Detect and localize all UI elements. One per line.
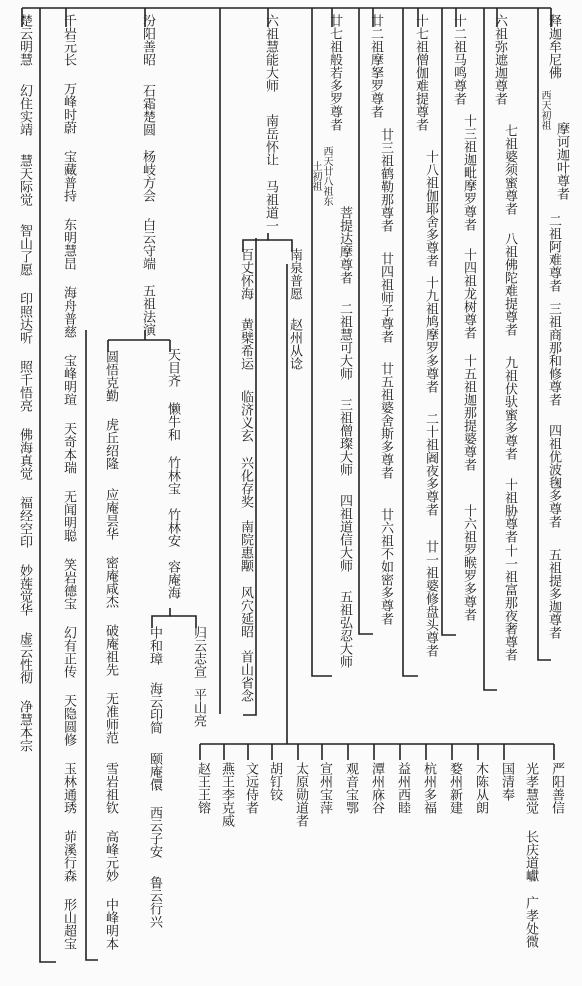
ancestor-entry <box>541 214 561 292</box>
ancestor-entry <box>497 478 517 543</box>
ancestor-name: 文远侍者 <box>243 762 258 814</box>
ancestor-name: 虎丘绍隆 <box>103 418 118 470</box>
ancestor-entry <box>12 154 32 206</box>
ancestor-name: 临济义玄 <box>238 390 253 442</box>
ancestor-name: 观音宝鄂 <box>343 762 358 814</box>
ancestor-name: 九祖伏驮蜜多尊者 <box>502 356 517 460</box>
ancestor-name: 严阳善信 <box>549 762 564 814</box>
ancestor-entry <box>142 682 162 734</box>
ancestor-name: 马祖道一 <box>263 180 278 232</box>
ancestor-entry <box>332 302 352 380</box>
ancestor-entry <box>282 248 302 300</box>
ancestor-entry <box>56 626 76 678</box>
ancestor-entry <box>56 82 76 134</box>
ancestor-entry <box>12 224 32 276</box>
ancestor-name: 廿四祖师子尊者 <box>378 252 393 343</box>
ancestor-entry <box>549 122 569 200</box>
ancestor-entry <box>238 762 258 814</box>
ancestor-name: 南岳怀让 <box>263 114 278 166</box>
ancestor-name: 容庵海 <box>165 560 180 599</box>
ancestor-name: 竹林宝 <box>165 456 180 495</box>
ancestor-name: 十八祖伽耶舍多尊者 <box>423 150 438 267</box>
ancestor-entry <box>258 114 278 166</box>
ancestor-note <box>536 90 550 130</box>
ancestor-entry <box>322 14 342 131</box>
ancestor-name: 潭州庥谷 <box>369 762 384 814</box>
ancestor-entry <box>332 206 352 284</box>
ancestor-entry <box>233 390 253 442</box>
ancestor-name: 照千悟亮 <box>17 360 32 412</box>
ancestor-entry <box>98 418 118 470</box>
ancestor-name: 释迦牟尼佛 <box>546 14 561 79</box>
ancestor-entry <box>282 318 302 370</box>
ancestor-name: 十六祖罗睺罗多尊者 <box>461 504 476 621</box>
ancestor-name: 净慧本宗 <box>17 700 32 752</box>
note-text: 西天廿八祖东土初祖 <box>310 146 332 206</box>
ancestor-name: 二祖慧可大师 <box>337 302 352 380</box>
ancestor-entry <box>56 490 76 542</box>
ancestor-entry <box>544 762 564 814</box>
ancestor-name: 杨岐方会 <box>140 150 155 202</box>
ancestor-name: 燕王李克威 <box>219 762 234 827</box>
ancestor-entry <box>418 412 438 516</box>
ancestor-entry <box>312 762 332 814</box>
ancestor-entry <box>56 762 76 814</box>
ancestor-entry <box>456 504 476 621</box>
ancestor-name: 百丈怀海 <box>238 248 253 300</box>
ancestor-entry <box>186 688 206 727</box>
ancestor-name: 五祖提多迦尊者 <box>546 548 561 639</box>
ancestor-entry <box>332 398 352 476</box>
ancestor-name: 四祖道信大师 <box>337 494 352 572</box>
ancestor-entry <box>56 354 76 406</box>
ancestor-name: 广孝处微 <box>523 896 538 948</box>
ancestor-name: 风穴延昭 <box>238 586 253 638</box>
ancestor-name: 白云守端 <box>140 218 155 270</box>
ancestor-name: 竹林安 <box>165 508 180 547</box>
ancestor-entry <box>56 14 76 66</box>
ancestor-entry <box>142 752 162 791</box>
ancestor-entry <box>56 218 76 270</box>
ancestor-name: 婺州新建 <box>447 762 462 814</box>
ancestor-entry <box>518 762 538 814</box>
ancestor-entry <box>98 762 118 814</box>
ancestor-entry <box>364 762 384 814</box>
ancestor-name: 十九祖鸠摩罗多尊者 <box>423 276 438 393</box>
ancestor-entry <box>98 488 118 540</box>
ancestor-entry <box>442 762 462 814</box>
ancestor-entry <box>56 898 76 950</box>
lineage-column-1 <box>541 14 561 79</box>
ancestor-name: 太原勋道者 <box>293 762 308 827</box>
ancestor-name: 笑岩德宝 <box>61 558 76 610</box>
ancestor-entry <box>160 348 180 387</box>
ancestor-name: 首山省念 <box>238 650 253 702</box>
ancestor-entry <box>233 650 253 702</box>
ancestor-name: 密庵咸杰 <box>103 556 118 608</box>
ancestor-name: 十祖胁尊者 <box>502 478 517 543</box>
ancestor-name: 高峰元妙 <box>103 830 118 882</box>
ancestor-name: 七祖婆须蜜尊者 <box>502 124 517 215</box>
ancestor-name: 十五祖迦那提婆尊者 <box>461 354 476 471</box>
ancestor-entry <box>258 14 278 92</box>
ancestor-name: 福经空印 <box>17 496 32 548</box>
ancestor-name: 茆溪行森 <box>61 830 76 882</box>
ancestor-name: 海舟普慈 <box>61 286 76 338</box>
ancestor-name: 赵州从谂 <box>287 318 302 370</box>
ancestor-name: 廿六祖不如密多尊者 <box>378 508 393 625</box>
ancestor-entry <box>233 456 253 508</box>
ancestor-name: 形山超宝 <box>61 898 76 950</box>
ancestor-entry <box>373 128 393 232</box>
ancestor-entry <box>233 586 253 638</box>
ancestor-name: 万峰时蔚 <box>61 82 76 134</box>
ancestor-entry <box>56 694 76 746</box>
ancestor-name: 四祖优波毱多尊者 <box>546 424 561 528</box>
ancestor-entry <box>338 762 358 814</box>
ancestor-note <box>310 146 332 206</box>
ancestor-entry <box>456 114 476 231</box>
ancestor-name: 黄檗希运 <box>238 318 253 370</box>
ancestor-entry <box>416 762 436 814</box>
ancestor-entry <box>408 14 428 131</box>
ancestor-name: 胡钉铰 <box>267 762 282 801</box>
ancestor-name: 十四祖龙树尊者 <box>461 248 476 339</box>
ancestor-name: 宝峰明瑄 <box>61 354 76 406</box>
ancestor-name: 木陈从朗 <box>473 762 488 814</box>
ancestor-entry <box>541 424 561 528</box>
ancestor-name: 应庵昙华 <box>103 488 118 540</box>
ancestor-name: 摩诃迦叶尊者 <box>554 122 569 200</box>
note-text: 西天初祖 <box>539 90 550 130</box>
ancestor-entry <box>135 150 155 202</box>
ancestor-entry <box>160 508 180 547</box>
ancestor-name: 雪岩祖钦 <box>103 762 118 814</box>
ancestor-name: 五祖弘忍大师 <box>337 590 352 668</box>
ancestor-entry <box>142 626 162 665</box>
ancestor-name: 虚云性彻 <box>17 632 32 684</box>
ancestor-name: 廿三祖鹤勒那尊者 <box>378 128 393 232</box>
ancestor-name: 南泉普愿 <box>287 248 302 300</box>
ancestor-name: 十七祖僧伽难提尊者 <box>413 14 428 131</box>
ancestor-entry <box>233 318 253 370</box>
ancestor-name: 中峰明本 <box>103 898 118 950</box>
ancestor-entry <box>142 806 162 858</box>
ancestor-entry <box>56 286 76 338</box>
ancestor-entry <box>12 84 32 136</box>
ancestor-entry <box>98 350 118 402</box>
ancestor-entry <box>135 14 155 66</box>
ancestor-name: 无闻明聪 <box>61 490 76 542</box>
ancestor-entry <box>160 456 180 495</box>
ancestor-name: 三祖僧璨大师 <box>337 398 352 476</box>
ancestor-name: 千岩元长 <box>61 14 76 66</box>
ancestor-entry <box>390 762 410 814</box>
ancestor-entry <box>497 544 517 661</box>
ancestor-entry <box>12 360 32 412</box>
ancestor-name: 菩提达摩尊者 <box>337 206 352 284</box>
ancestor-name: 平山亮 <box>191 688 206 727</box>
ancestor-entry <box>487 14 507 105</box>
ancestor-name: 二十祖阇夜多尊者 <box>423 412 438 516</box>
ancestor-name: 幻有正传 <box>61 626 76 678</box>
ancestor-entry <box>494 762 514 801</box>
ancestor-name: 天目齐 <box>165 348 180 387</box>
ancestor-name: 玉林通琇 <box>61 762 76 814</box>
ancestor-name: 光孝慧觉 <box>523 762 538 814</box>
ancestor-entry <box>446 14 466 105</box>
ancestor-entry <box>456 354 476 471</box>
ancestor-name: 天奇本瑞 <box>61 422 76 474</box>
ancestor-name: 归云志宣 <box>191 626 206 678</box>
ancestor-entry <box>497 356 517 460</box>
ancestor-name: 印照达听 <box>17 292 32 344</box>
ancestor-entry <box>332 494 352 572</box>
ancestor-entry <box>135 84 155 136</box>
ancestor-name: 五祖法演 <box>140 284 155 336</box>
ancestor-entry <box>98 898 118 950</box>
ancestor-name: 宝藏普持 <box>61 150 76 202</box>
ancestor-name: 廿七祖般若多罗尊者 <box>327 14 342 131</box>
ancestor-entry <box>233 520 253 572</box>
ancestor-entry <box>497 124 517 215</box>
ancestor-entry <box>373 508 393 625</box>
ancestor-entry <box>12 700 32 752</box>
ancestor-entry <box>288 762 308 827</box>
ancestor-name: 六祖弥遮迦尊者 <box>492 14 507 105</box>
ancestor-entry <box>12 632 32 684</box>
ancestor-name: 石霜楚圆 <box>140 84 155 136</box>
ancestor-name: 南院惠颙 <box>238 520 253 572</box>
ancestor-name: 楚云明慧 <box>17 14 32 66</box>
ancestor-entry <box>518 896 538 948</box>
ancestor-entry <box>214 762 234 827</box>
ancestor-name: 佛海真觉 <box>17 428 32 480</box>
ancestor-name: 二祖阿难尊者 <box>546 214 561 292</box>
ancestor-entry <box>418 276 438 393</box>
ancestor-name: 智山了愿 <box>17 224 32 276</box>
ancestor-name: 中和璋 <box>147 626 162 665</box>
ancestor-name: 汾阳善昭 <box>140 14 155 66</box>
ancestor-name: 东明慧旵 <box>61 218 76 270</box>
ancestor-name: 廿五祖婆舍斯多尊者 <box>378 362 393 479</box>
ancestor-entry <box>233 248 253 300</box>
ancestor-entry <box>186 626 206 678</box>
ancestor-name: 慧天际觉 <box>17 154 32 206</box>
ancestor-name: 无准师范 <box>103 692 118 744</box>
ancestor-entry <box>12 428 32 480</box>
ancestor-name: 圆悟克勤 <box>103 350 118 402</box>
ancestor-entry <box>373 252 393 343</box>
ancestor-entry <box>190 762 210 814</box>
ancestor-entry <box>468 762 488 814</box>
ancestor-name: 十三祖迦毗摩罗尊者 <box>461 114 476 231</box>
ancestor-name: 杭州多福 <box>421 762 436 814</box>
ancestor-entry <box>518 830 538 882</box>
ancestor-entry <box>12 564 32 616</box>
ancestor-name: 颐庵儇 <box>147 752 162 791</box>
ancestor-entry <box>135 284 155 336</box>
ancestor-entry <box>541 302 561 406</box>
ancestor-name: 海云印简 <box>147 682 162 734</box>
ancestor-entry <box>12 496 32 548</box>
ancestor-entry <box>98 692 118 744</box>
ancestor-entry <box>541 548 561 639</box>
ancestor-entry <box>332 590 352 668</box>
ancestor-name: 兴化存奖 <box>238 456 253 508</box>
ancestor-name: 国清奉 <box>499 762 514 801</box>
ancestor-name: 赵王王镕 <box>195 762 210 814</box>
ancestor-name: 天隐圆修 <box>61 694 76 746</box>
ancestor-entry <box>98 556 118 608</box>
ancestor-entry <box>56 830 76 882</box>
ancestor-name: 六祖慧能大师 <box>263 14 278 92</box>
ancestor-entry <box>160 402 180 441</box>
ancestor-entry <box>56 558 76 610</box>
ancestor-entry <box>373 362 393 479</box>
ancestor-entry <box>56 422 76 474</box>
ancestor-entry <box>98 624 118 676</box>
ancestor-entry <box>12 14 32 66</box>
ancestor-name: 廿一祖婆修盘头尊者 <box>423 540 438 657</box>
ancestor-name: 懒牛和 <box>165 402 180 441</box>
ancestor-entry <box>142 876 162 928</box>
ancestor-name: 十二祖马鸣尊者 <box>451 14 466 105</box>
ancestor-name: 廿二祖摩拏罗尊者 <box>368 14 383 118</box>
ancestor-name: 八祖佛陀难提尊者 <box>502 232 517 336</box>
ancestor-entry <box>418 540 438 657</box>
ancestor-name: 长庆道巘 <box>523 830 538 882</box>
ancestor-entry <box>497 232 517 336</box>
ancestor-name: 西云子安 <box>147 806 162 858</box>
ancestor-entry <box>258 180 278 232</box>
ancestor-entry <box>160 560 180 599</box>
ancestor-entry <box>456 248 476 339</box>
ancestor-entry <box>12 292 32 344</box>
ancestor-name: 妙莲觉华 <box>17 564 32 616</box>
ancestor-name: 十一祖富那夜奢尊者 <box>502 544 517 661</box>
ancestor-name: 破庵祖先 <box>103 624 118 676</box>
ancestor-name: 宣州宝萍 <box>317 762 332 814</box>
ancestor-name: 三祖商那和修尊者 <box>546 302 561 406</box>
ancestor-name: 鲁云行兴 <box>147 876 162 928</box>
ancestor-entry <box>98 830 118 882</box>
ancestor-entry <box>56 150 76 202</box>
ancestor-name: 益州西睦 <box>395 762 410 814</box>
ancestor-entry <box>418 150 438 267</box>
ancestor-entry <box>135 218 155 270</box>
ancestor-name: 幻住实靖 <box>17 84 32 136</box>
ancestor-entry <box>363 14 383 118</box>
ancestor-entry <box>262 762 282 801</box>
